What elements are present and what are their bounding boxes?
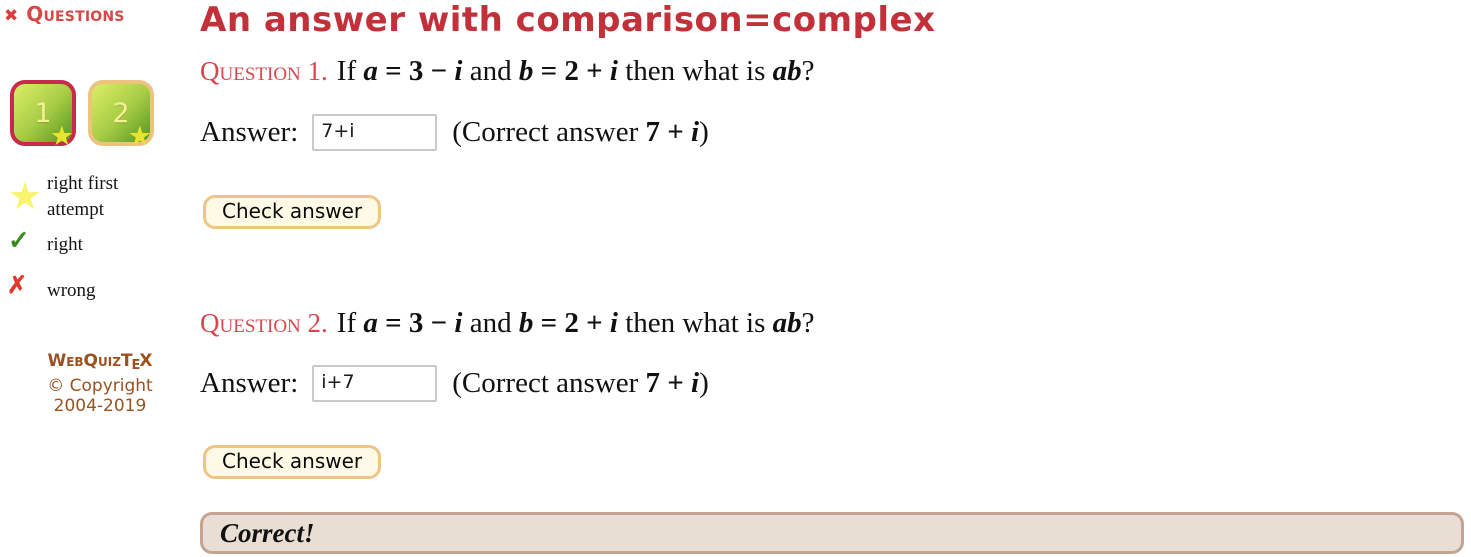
webquiztex-logo <box>10 351 190 376</box>
math-segment: = 3 − <box>377 55 455 87</box>
answer-row-2 <box>200 363 709 403</box>
close-icon[interactable]: ✖ <box>4 6 19 26</box>
text-segment: If <box>336 307 364 339</box>
math-var-i: i <box>691 115 700 148</box>
answer-label: Answer: <box>200 115 299 148</box>
check-answer-button-1[interactable]: Check answer <box>203 195 381 229</box>
legend-line: right first <box>47 173 119 194</box>
question-1-label: Question 1. <box>200 56 328 86</box>
math-var-b: b <box>518 55 534 87</box>
text-segment: (Correct answer <box>452 115 646 148</box>
star-icon: ★ <box>127 121 152 151</box>
math-var-a: a <box>363 55 378 87</box>
math-var-a: a <box>363 307 378 339</box>
logo-x: X <box>139 351 153 371</box>
correct-answer-note <box>452 367 709 400</box>
logo-e: E <box>131 358 141 373</box>
math-var-ab: ab <box>772 55 802 87</box>
legend-line: attempt <box>47 199 104 220</box>
text-segment: ? <box>801 307 815 339</box>
correct-answer-note <box>452 116 709 149</box>
logo-webquiz: WebQuiz <box>47 351 121 371</box>
text-segment: then what is <box>617 307 773 339</box>
text-segment: then what is <box>617 55 773 87</box>
math-var-i: i <box>609 307 618 339</box>
question-1 <box>200 55 815 88</box>
copyright-line: © Copyright <box>47 376 153 396</box>
text-segment: and <box>462 307 519 339</box>
math-var-i: i <box>609 55 618 87</box>
years-line: 2004-2019 <box>53 396 147 416</box>
star-icon: ★ <box>49 121 74 151</box>
sidebar-footer <box>10 351 190 416</box>
feedback-message: Correct! <box>220 518 315 548</box>
math-segment: = 2 + <box>533 55 610 87</box>
star-icon: ★ <box>8 176 43 218</box>
math-var-i: i <box>454 307 463 339</box>
page-title: An answer with comparison=complex <box>200 0 936 40</box>
math-var-ab: ab <box>772 307 802 339</box>
question-2-button[interactable] <box>88 80 154 151</box>
check-answer-button-2[interactable]: Check answer <box>203 445 381 479</box>
legend-wrong: wrong <box>47 280 96 301</box>
question-2-number: 2 <box>112 97 130 129</box>
math-var-b: b <box>518 307 534 339</box>
math-segment: 7 + <box>645 115 692 148</box>
text-segment: ? <box>801 55 815 87</box>
math-var-i: i <box>454 55 463 87</box>
answer-input-2[interactable] <box>312 365 437 402</box>
text-segment: (Correct answer <box>452 366 646 399</box>
legend-right-first-attempt <box>47 171 118 223</box>
logo-t: T <box>120 351 133 371</box>
answer-label: Answer: <box>200 366 299 399</box>
question-2 <box>200 307 815 340</box>
answer-input-1[interactable] <box>312 114 437 151</box>
legend-right: right <box>47 234 83 255</box>
sidebar-header <box>4 2 125 26</box>
text-segment: and <box>462 55 519 87</box>
question-1-button[interactable] <box>10 80 76 151</box>
math-var-i: i <box>691 366 700 399</box>
question-2-label: Question 2. <box>200 308 328 338</box>
text-segment: If <box>336 55 364 87</box>
text-segment: ) <box>699 115 709 148</box>
feedback-banner <box>200 512 1464 554</box>
math-segment: = 2 + <box>533 307 610 339</box>
text-segment: ) <box>699 366 709 399</box>
question-button-row <box>10 80 154 151</box>
check-icon: ✓ <box>8 226 30 255</box>
sidebar-title: Questions <box>26 2 125 26</box>
question-1-number: 1 <box>34 97 52 129</box>
math-segment: 7 + <box>645 366 692 399</box>
math-segment: = 3 − <box>377 307 455 339</box>
cross-icon: ✗ <box>7 273 28 299</box>
answer-row-1 <box>200 112 709 152</box>
